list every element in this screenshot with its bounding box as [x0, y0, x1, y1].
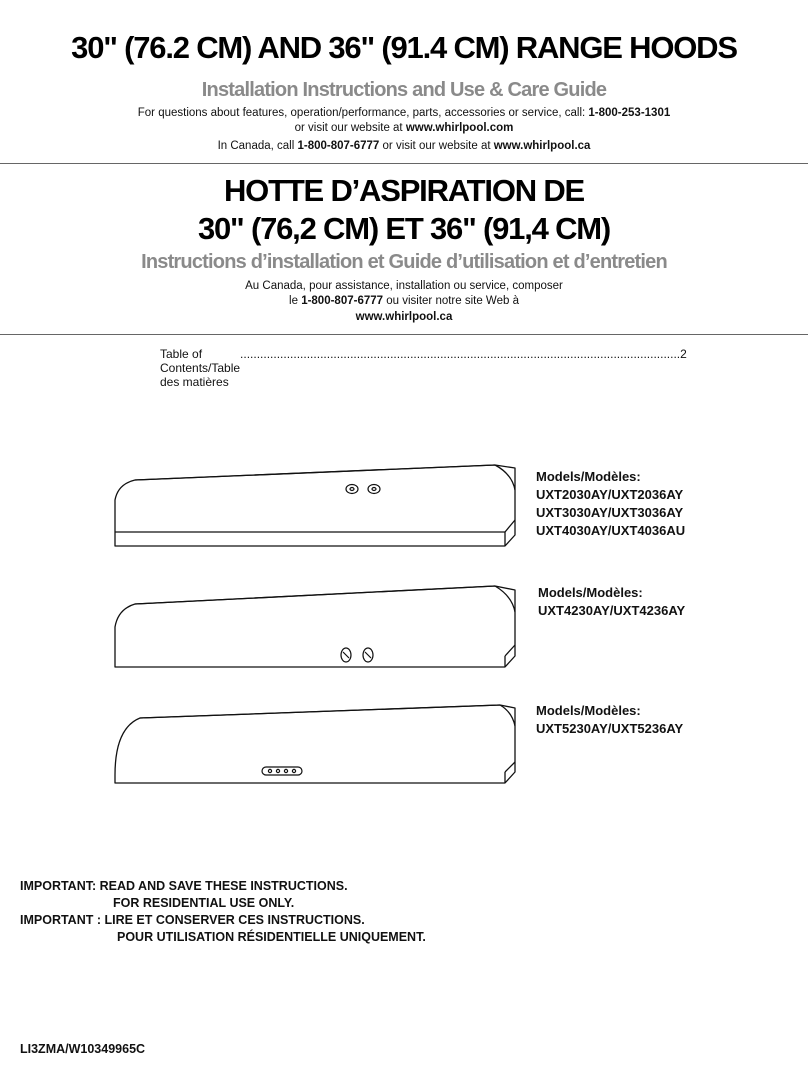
- model-number: UXT2030AY/UXT2036AY: [536, 487, 684, 502]
- toc-page: 2: [680, 347, 687, 361]
- contact-us-text: For questions about features, operation/performance, parts, accessories or service, call:: [137, 107, 589, 119]
- website-us-text: or visit our website at: [294, 122, 406, 134]
- fr-contact-le: le: [289, 295, 302, 307]
- models-heading: Models/Modèles:: [536, 469, 641, 484]
- subtitle-en: Installation Instructions and Use & Care Guide: [201, 79, 607, 101]
- toc-dots: ....................................................................................................................................: [240, 347, 681, 361]
- important-line1: IMPORTANT: READ AND SAVE THESE INSTRUCTIONS.: [20, 879, 348, 893]
- model-number: UXT4030AY/UXT4036AU: [536, 523, 686, 538]
- fr-contact-rest: ou visiter notre site Web à: [383, 295, 519, 307]
- fr-contact-line1: Au Canada, pour assistance, installation ou service, composer: [245, 280, 563, 292]
- model-number: UXT3030AY/UXT3036AY: [536, 505, 684, 520]
- important-line4: POUR UTILISATION RÉSIDENTIELLE UNIQUEMENT.: [117, 930, 426, 944]
- contact-us-phone: 1-800-253-1301: [588, 107, 671, 119]
- part-number: LI3ZMA/W10349965C: [20, 1042, 146, 1056]
- models-heading: Models/Modèles:: [536, 703, 641, 718]
- models-group-3: [536, 702, 683, 738]
- website-ca-link[interactable]: www.whirlpool.ca: [493, 140, 591, 152]
- title-fr-line2: 30" (76,2 CM) ET 36" (91,4 CM): [197, 211, 611, 246]
- important-line3: IMPORTANT : LIRE ET CONSERVER CES INSTRUCTIONS.: [20, 913, 365, 927]
- model-number: UXT5230AY/UXT5236AY: [536, 721, 684, 736]
- canada-text-2: or visit our website at: [379, 140, 494, 152]
- models-heading: Models/Modèles:: [538, 585, 643, 600]
- important-line2: FOR RESIDENTIAL USE ONLY.: [113, 896, 295, 910]
- fr-website-link[interactable]: www.whirlpool.ca: [355, 311, 453, 323]
- title-en: 30" (76.2 CM) AND 36" (91.4 CM) RANGE HOODS: [71, 30, 737, 65]
- models-group-1: [536, 468, 685, 540]
- canada-phone: 1-800-807-6777: [297, 140, 380, 152]
- model-number: UXT4230AY/UXT4236AY: [538, 603, 686, 618]
- models-group-2: [538, 584, 685, 620]
- website-us-link[interactable]: www.whirlpool.com: [405, 122, 514, 134]
- subtitle-fr: Instructions d’installation et Guide d’utilisation et d’entretien: [141, 251, 667, 273]
- toc-label: Table of Contents/Table des matières: [160, 347, 241, 389]
- fr-contact-phone: 1-800-807-6777: [301, 295, 384, 307]
- title-fr-line1: HOTTE D’ASPIRATION DE: [223, 173, 584, 208]
- important-notice: [20, 878, 426, 946]
- canada-text-1: In Canada, call: [217, 140, 298, 152]
